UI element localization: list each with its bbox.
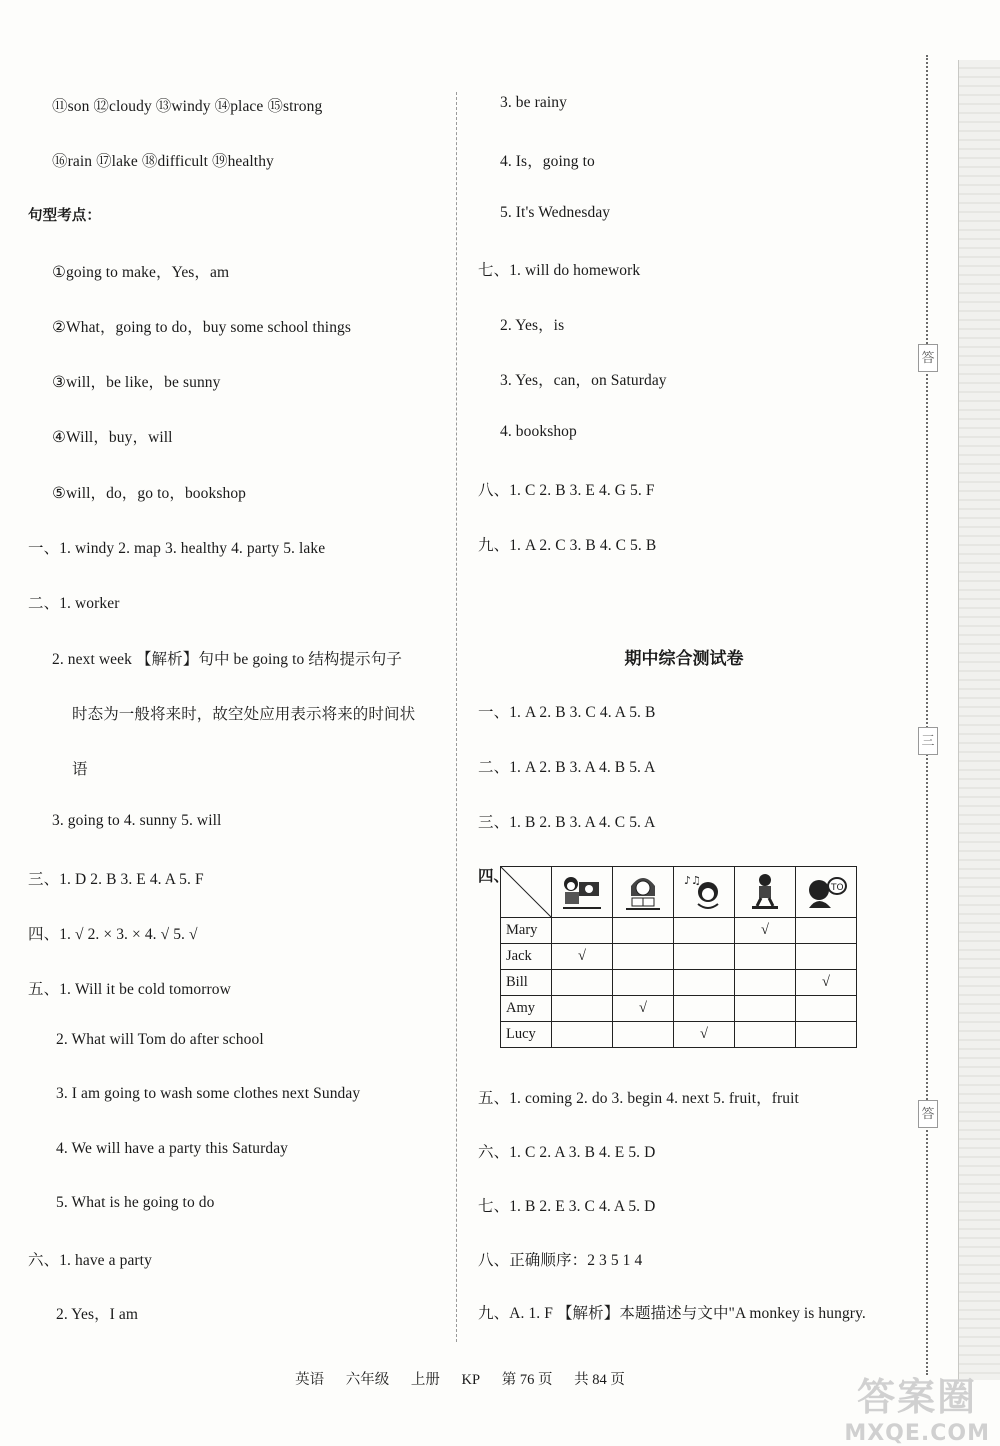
- answer-section-5: 五、1. Will it be cold tomorrow: [28, 981, 231, 998]
- footer-total: 共 84 页: [574, 1372, 625, 1388]
- midterm-section-7: 七、1. B 2. E 3. C 4. A 5. D: [478, 1198, 656, 1215]
- page-footer: [0, 1368, 920, 1389]
- column-divider: [456, 92, 457, 1342]
- row-name: Lucy: [501, 1022, 552, 1048]
- mark-cell: √: [552, 944, 613, 970]
- mark-cell: [735, 996, 796, 1022]
- answer-section-9: 九、1. A 2. C 3. B 4. C 5. B: [478, 537, 657, 554]
- sentence-point-4: ④Will，buy，will: [52, 429, 173, 446]
- diagonal-header-cell: [501, 867, 552, 918]
- midterm-section-4-label: 四、: [478, 868, 510, 885]
- answer-6-4: 4. Is，going to: [500, 153, 595, 170]
- answer-6-5: 5. It's Wednesday: [500, 204, 611, 221]
- mark-cell: √: [735, 918, 796, 944]
- picture-cell: [674, 867, 735, 918]
- footer-grade: 六年级: [345, 1372, 390, 1388]
- picture-cell: [735, 867, 796, 918]
- answer-5-4: 4. We will have a party this Saturday: [56, 1140, 289, 1157]
- svg-text:TO: TO: [831, 883, 844, 893]
- camera-kid-icon: [559, 872, 605, 912]
- sentence-point-5: ⑤will，do，go to，bookshop: [52, 485, 247, 502]
- answer-5-3: 3. I am going to wash some clothes next Sunday: [56, 1085, 361, 1102]
- page-edge-strip: [958, 60, 1000, 1380]
- answer-6-3: 3. be rainy: [500, 94, 567, 111]
- answer-2-2-explanation: 2. next week 【解析】句中 be going to 结构提示句子: [52, 651, 402, 668]
- explanation-continued: 时态为一般将来时，故空处应用表示将来的时间状: [72, 706, 416, 723]
- mark-cell: [796, 918, 857, 944]
- table-row: [501, 944, 857, 970]
- watermark-top: 答案圈: [857, 1375, 978, 1419]
- answer-2-3-to-5: 3. going to 4. sunny 5. will: [52, 812, 222, 829]
- reading-girl-icon: [620, 872, 666, 912]
- mark-cell: √: [674, 1022, 735, 1048]
- edge-mark-3: 答: [918, 1100, 938, 1128]
- mark-cell: [674, 996, 735, 1022]
- mark-cell: [613, 1022, 674, 1048]
- midterm-section-9: 九、A. 1. F 【解析】本题描述与文中"A monkey is hungry.: [478, 1305, 866, 1322]
- mark-cell: [674, 970, 735, 996]
- row-name: Bill: [501, 970, 552, 996]
- picture-cell: [552, 867, 613, 918]
- watermark-logo: [844, 1366, 990, 1446]
- mark-cell: [796, 996, 857, 1022]
- mark-cell: √: [796, 970, 857, 996]
- picture-cell: [613, 867, 674, 918]
- row-name: Amy: [501, 996, 552, 1022]
- answer-section-4: 四、1. √ 2. × 3. × 4. √ 5. √: [28, 926, 198, 943]
- mark-cell: √: [613, 996, 674, 1022]
- answer-section-1: 一、1. windy 2. map 3. healthy 4. party 5. lake: [28, 540, 326, 557]
- sentence-point-3: ③will，be like，be sunny: [52, 374, 221, 391]
- mark-cell: [613, 970, 674, 996]
- music-girl-icon: [681, 872, 727, 912]
- row-name: Mary: [501, 918, 552, 944]
- answer-6-2: 2. Yes，I am: [56, 1306, 139, 1323]
- footer-page: 第 76 页: [501, 1372, 553, 1388]
- diagonal-line: [501, 867, 551, 917]
- midterm-section-1: 一、1. A 2. B 3. C 4. A 5. B: [478, 704, 656, 721]
- answer-section-2: 二、1. worker: [28, 595, 120, 612]
- mark-cell: [613, 944, 674, 970]
- mark-cell: [735, 970, 796, 996]
- midterm-section-6: 六、1. C 2. A 3. B 4. E 5. D: [478, 1144, 656, 1161]
- answer-7-2: 2. Yes，is: [500, 317, 565, 334]
- svg-text:♪♫: ♪♫: [684, 874, 701, 887]
- mark-cell: [674, 944, 735, 970]
- answer-section-3: 三、1. D 2. B 3. E 4. A 5. F: [28, 871, 204, 888]
- mark-cell: [735, 944, 796, 970]
- table-row: [501, 1022, 857, 1048]
- table-row: [501, 970, 857, 996]
- table-header-row: [501, 867, 857, 918]
- watermark-bottom: MXQE.COM: [844, 1421, 990, 1446]
- vocab-line-1: ⑪son ⑫cloudy ⑬windy ⑭place ⑮strong: [52, 98, 323, 115]
- answer-section-8: 八、1. C 2. B 3. E 4. G 5. F: [478, 482, 655, 499]
- row-name: Jack: [501, 944, 552, 970]
- answer-section-7: 七、1. will do homework: [478, 262, 641, 279]
- answer-5-5: 5. What is he going to do: [56, 1194, 215, 1211]
- mark-cell: [613, 918, 674, 944]
- matching-table: [500, 866, 857, 1048]
- tv-watcher-icon: [803, 872, 849, 912]
- answer-7-4: 4. bookshop: [500, 423, 577, 440]
- mark-cell: [796, 944, 857, 970]
- midterm-section-5: 五、1. coming 2. do 3. begin 4. next 5. fruit，fruit: [478, 1090, 799, 1107]
- mark-cell: [674, 918, 735, 944]
- midterm-section-3: 三、1. B 2. B 3. A 4. C 5. A: [478, 814, 656, 831]
- mark-cell: [552, 970, 613, 996]
- table-row: [501, 918, 857, 944]
- midterm-section-2: 二、1. A 2. B 3. A 4. B 5. A: [478, 759, 656, 776]
- sentence-point-2: ②What，going to do，buy some school things: [52, 319, 352, 336]
- answer-section-6: 六、1. have a party: [28, 1252, 152, 1269]
- sentence-point-1: ①going to make，Yes，am: [52, 264, 230, 281]
- picture-cell: [796, 867, 857, 918]
- table-row: [501, 996, 857, 1022]
- footer-subject: 英语: [295, 1372, 325, 1388]
- mark-cell: [552, 1022, 613, 1048]
- footer-volume: 上册: [410, 1372, 440, 1388]
- edge-mark-1: 答: [918, 344, 938, 372]
- explanation-end: 语: [72, 761, 88, 778]
- mark-cell: [796, 1022, 857, 1048]
- midterm-title: 期中综合测试卷: [624, 649, 744, 669]
- skateboard-boy-icon: [742, 872, 788, 912]
- footer-edition: KP: [461, 1372, 481, 1388]
- sentence-points-heading: 句型考点：: [28, 208, 101, 224]
- answer-7-3: 3. Yes，can，on Saturday: [500, 372, 667, 389]
- vocab-line-2: ⑯rain ⑰lake ⑱difficult ⑲healthy: [52, 153, 274, 170]
- mark-cell: [552, 996, 613, 1022]
- answer-5-2: 2. What will Tom do after school: [56, 1031, 264, 1048]
- edge-mark-2: 三: [918, 727, 938, 755]
- binding-edge-line: [926, 55, 928, 1375]
- midterm-section-8: 八、正确顺序：2 3 5 1 4: [478, 1252, 643, 1269]
- mark-cell: [735, 1022, 796, 1048]
- mark-cell: [552, 918, 613, 944]
